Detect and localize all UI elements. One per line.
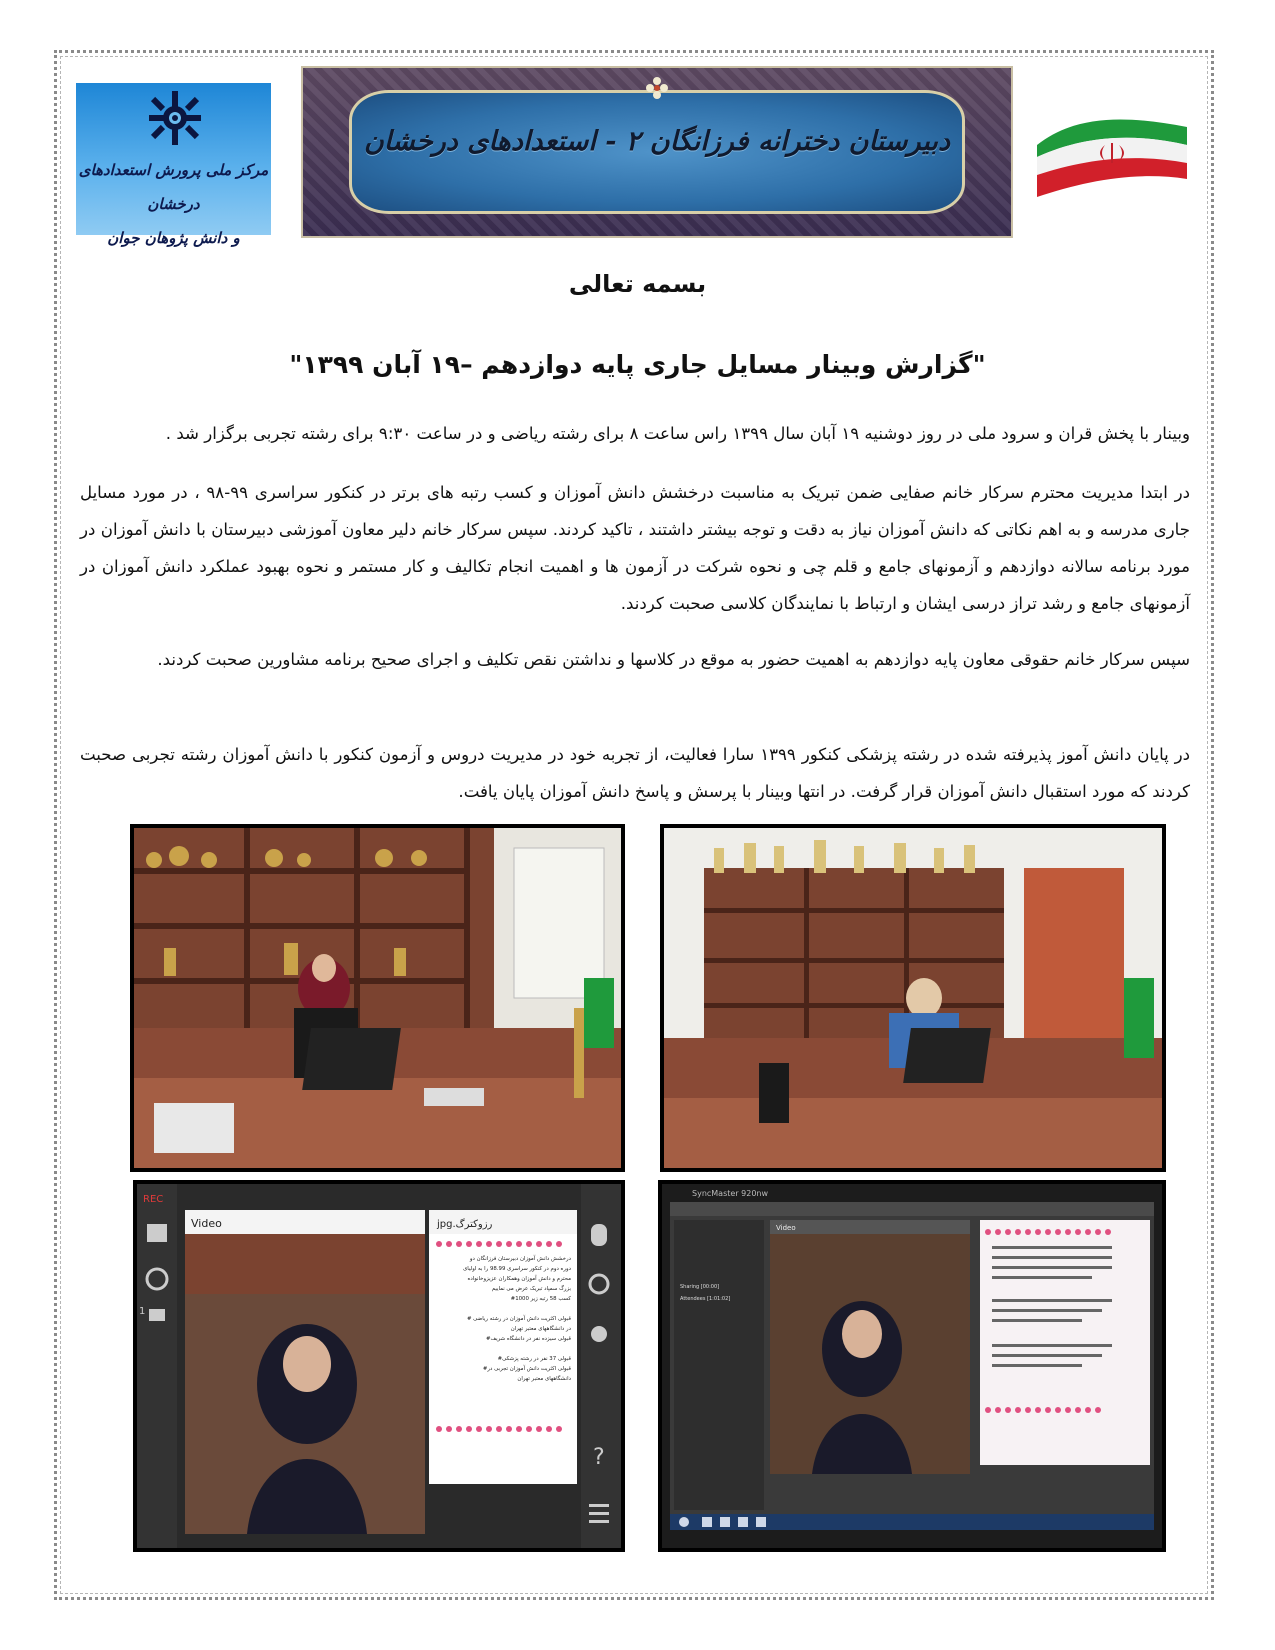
svg-text:Attendees [1:01:02]: Attendees [1:01:02] [680, 1296, 731, 1302]
school-banner [301, 66, 1013, 238]
monitor-brand: SyncMaster 920nw [692, 1189, 769, 1198]
nodet-logo-line2: و دانش پژوهان جوان [107, 229, 240, 247]
photo-vice-principal-office [660, 824, 1166, 1172]
svg-text:دانشگاههای معتبر تهران: دانشگاههای معتبر تهران [517, 1376, 571, 1382]
svg-text:Video: Video [776, 1224, 796, 1232]
rec-indicator: REC [143, 1194, 164, 1205]
flower-icon [645, 76, 669, 100]
iran-flag-logo [1035, 105, 1189, 205]
svg-text:درخشش دانش آموزان دبیرستان فرز: درخشش دانش آموزان دبیرستان فرزانگان دو [469, 1256, 571, 1262]
photo-webinar-screen-1 [133, 1180, 625, 1552]
paragraph-1: وبینار با پخش قران و سرود ملی در روز دوشنیه ۱۹ آبان سال ۱۳۹۹ راس ساعت ۸ برای رشته ریاضی و در ساعت ۹:۳۰ برای رشته تجربی برگزار شد . [165, 424, 1190, 443]
photo-principal-office [130, 824, 625, 1172]
paragraph-2: در ابتدا مدیریت محترم سرکار خانم صفایی ضمن تبریک به مناسبت درخشش دانش آموزان و کسب رتبه های برتر در کنکور سراسری ۹۹-۹۸ ، در مورد مسایل جاری مدرسه و به اهم نکاتی که دانش آموزان نیاز به دقت و توجه بیشتر داشتند ، تاکید کردند. سپس سرکار خانم دلیر معاون آموزشی دبیرستان با دانش آموزان در مورد برنامه سالانه دوازدهم و آزمونهای جامع و قلم چی و نحوه شرکت در آزمون ها و اهمیت انجام تکالیف و کار مستمر و نحوه بهبود عملکرد دانش آموزان در آزمونهای جامع و رشد تراز درسی ایشان و ارتباط با نمایندگان کلاسی صحبت کردند. [80, 483, 1190, 613]
microphone-icon [591, 1224, 607, 1246]
svg-text:#قبولی اکثریت دانش آموزان تجرب: #قبولی اکثریت دانش آموزان تجربی در [482, 1366, 571, 1372]
camera-icon [149, 1309, 165, 1321]
svg-text:# قبولی اکثریت دانش آموزان در: # قبولی اکثریت دانش آموزان در رشته ریاضی [466, 1316, 571, 1322]
svg-text:دوره دوم در کنکور سراسری 98.99: دوره دوم در کنکور سراسری 98.99 را به اولیای [463, 1266, 571, 1272]
paragraph-4: در پایان دانش آموز پذیرفته شده در رشته پزشکی کنکور ۱۳۹۹ سارا فعالیت، از تجربه خود در مدیریت دروس و آزمون کنکور با دانش آموزان رشته تجربی صحبت کردند که مورد استقبال دانش آموزان قرار گرفت. در انتها وبینار با پرسش و پاسخ دانش آموزان پایان یافت. [80, 745, 1191, 801]
photo-webinar-screen-2 [658, 1180, 1166, 1552]
paragraph-3: سپس سرکار خانم حقوقی معاون پایه دوازدهم به اهمیت حضور به موقع در کلاسها و نداشتن نقص تکلیف و اجرای صحیح برنامه مشاورین صحبت کردند. [157, 650, 1190, 669]
basmala: بسمه تعالی [568, 270, 707, 298]
svg-text:بزرگ سمپاد تبریک عرض می نماییم: بزرگ سمپاد تبریک عرض می نماییم [491, 1286, 571, 1292]
banner-title: دبیرستان دخترانه فرزانگان ۲ - استعدادهای درخشان [363, 126, 951, 157]
svg-text:1: 1 [139, 1306, 146, 1317]
nodet-logo-text [76, 153, 271, 255]
user-icon [591, 1326, 607, 1342]
layout-icon [147, 1224, 167, 1242]
help-icon: ? [593, 1445, 605, 1470]
report-title: "گزارش وبینار مسایل جاری پایه دوازدهم –۱۹ آبان ۱۳۹۹" [289, 350, 986, 379]
svg-text:#قبولی سیزده نفر در دانشگاه شر: #قبولی سیزده نفر در دانشگاه شریف [486, 1336, 571, 1342]
nodet-logo-line1: مرکز ملی پرورش استعدادهای درخشان [78, 161, 269, 213]
svg-text:در دانشگاههای معتبر تهران: در دانشگاههای معتبر تهران [510, 1326, 571, 1332]
svg-text:محترم و دانش آموزان وهمکاران ع: محترم و دانش آموزان وهمکاران عزیزوخانواده [467, 1276, 571, 1282]
video-panel-label: Video [191, 1217, 222, 1230]
svg-text:#کسب 58 رتبه زیر 1000: #کسب 58 رتبه زیر 1000 [510, 1296, 571, 1302]
svg-text:#قبولی 37 نفر در رشته پزشکی: #قبولی 37 نفر در رشته پزشکی [497, 1356, 571, 1362]
file-panel-label: jpg.رزوکترگ [437, 1219, 493, 1230]
menu-icon [589, 1504, 609, 1523]
svg-text:Sharing [00:00]: Sharing [00:00] [680, 1284, 720, 1290]
emblem-icon [143, 89, 207, 147]
nodet-logo [76, 83, 271, 247]
